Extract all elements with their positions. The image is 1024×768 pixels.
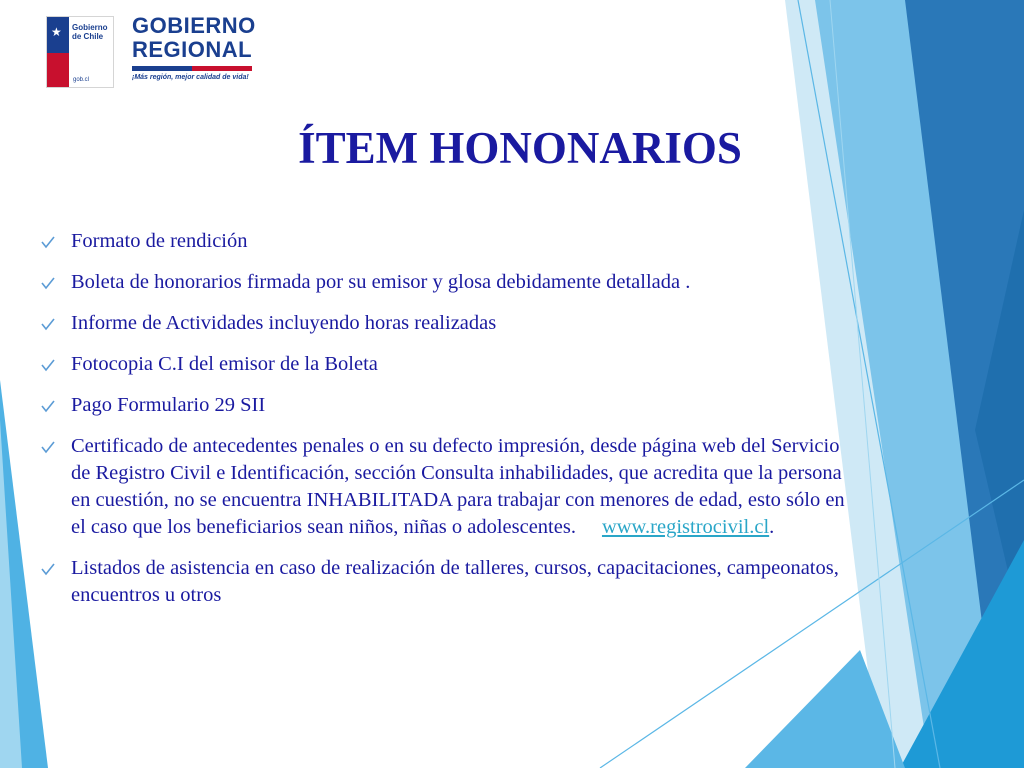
list-item [40, 555, 860, 609]
list-item [40, 269, 860, 296]
list-item-suffix: . [769, 516, 775, 538]
list-item [40, 351, 860, 378]
logo-regional-tagline: ¡Más región, mejor calidad de vida! [132, 74, 249, 81]
gobierno-regional-logo [132, 14, 258, 90]
checkmark-icon [40, 269, 56, 296]
checkmark-icon [40, 228, 56, 255]
list-item-text: Listados de asistencia en caso de realización de talleres, cursos, capacitaciones, campeonatos, encuentros u otros [71, 557, 839, 606]
list-item [40, 228, 860, 255]
checkmark-icon [40, 351, 56, 378]
checkmark-icon [40, 433, 56, 460]
list-item [40, 433, 860, 541]
list-item [40, 392, 860, 419]
logo-chile-label: Gobierno de Chile [72, 23, 108, 41]
list-item [40, 310, 860, 337]
logo-regional-line1: GOBIERNO [132, 13, 256, 38]
chile-star-icon: ★ [51, 25, 62, 39]
checkmark-icon [40, 310, 56, 337]
logo-chile-domain: gob.cl [73, 77, 90, 83]
checkmark-icon [40, 392, 56, 419]
checkmark-icon [40, 555, 56, 582]
slide-title: ÍTEM HONONARIOS [298, 123, 742, 173]
list-item-text: Formato de rendición [71, 230, 248, 252]
gobierno-de-chile-logo [46, 16, 114, 88]
logo-regional-line2: REGIONAL [132, 37, 253, 62]
list-item-text: Pago Formulario 29 SII [71, 394, 266, 416]
logo-red-band [47, 53, 69, 88]
registro-civil-link[interactable]: www.registrocivil.cl [601, 516, 770, 538]
list-item-text: Certificado de antecedentes penales o en su defecto impresión, desde página web del Servicio de Registro Civil e Identificación, sección Consulta inhabilidades, que acredita que la persona en cuestión, no se encuentra INHABILITADA para trabajar con menores de edad, esto sólo en el caso que los beneficiarios sean niños, niñas o adolescentes. [71, 435, 845, 538]
list-item-text: Fotocopia C.I del emisor de la Boleta [71, 353, 378, 375]
requirements-list [40, 228, 860, 623]
logo-regional-bar [132, 66, 252, 71]
list-item-text: Informe de Actividades incluyendo horas realizadas [71, 312, 497, 334]
list-item-text: Boleta de honorarios firmada por su emisor y glosa debidamente detallada . [71, 271, 691, 293]
